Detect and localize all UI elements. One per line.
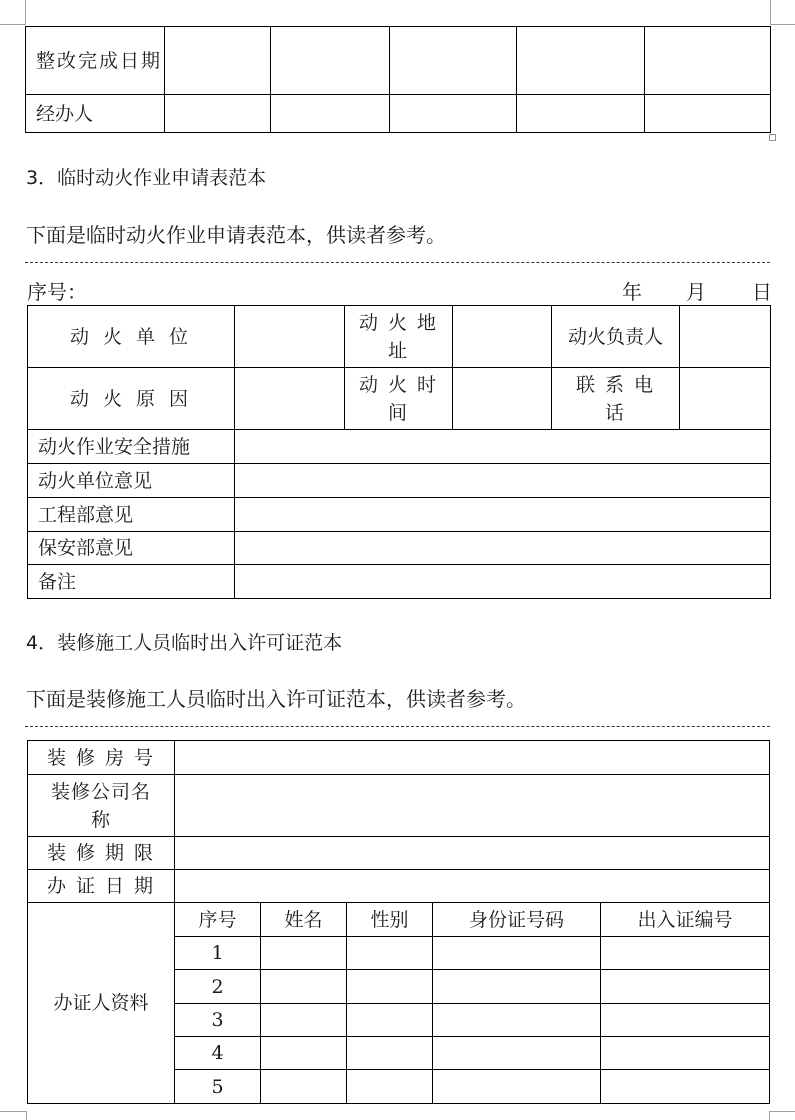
table-cell[interactable] [517, 27, 645, 95]
column-header-id-number: 身份证号码 [433, 903, 601, 937]
pass-number-cell[interactable] [601, 1070, 770, 1104]
divider [25, 726, 770, 727]
hot-work-unit-label: 动 火 单 位 [28, 306, 235, 368]
room-number-label: 装 修 房 号 [28, 741, 175, 775]
table-cell[interactable] [271, 95, 390, 133]
table-row [28, 368, 771, 430]
pass-number-cell[interactable] [601, 937, 770, 970]
serial-number-label: 序号： [27, 280, 87, 304]
hot-work-owner-label: 动火负责人 [552, 306, 680, 368]
column-header-gender: 性别 [347, 903, 433, 937]
date-year-label: 年 [622, 280, 642, 304]
table-cell[interactable] [390, 95, 517, 133]
date-month-label: 月 [686, 280, 706, 304]
remarks-label: 备注 [28, 565, 235, 599]
column-header-serial: 序号 [175, 903, 261, 937]
table-cell[interactable] [645, 95, 771, 133]
hot-work-owner-value[interactable] [680, 306, 771, 368]
section3-intro: 下面是临时动火作业申请表范本，供读者参考。 [26, 223, 446, 247]
table-resize-handle[interactable] [769, 134, 776, 141]
row-serial: 1 [175, 937, 261, 970]
crop-mark-top-right [770, 0, 795, 25]
row-serial: 3 [175, 1004, 261, 1037]
table-row [26, 95, 771, 133]
hot-work-application-table [27, 305, 771, 599]
hot-work-unit-value[interactable] [235, 306, 345, 368]
column-header-name: 姓名 [261, 903, 347, 937]
company-name-value[interactable] [175, 775, 770, 837]
id-number-cell[interactable] [433, 1004, 601, 1037]
id-number-cell[interactable] [433, 970, 601, 1004]
crop-mark-top-left [0, 0, 26, 25]
gender-cell[interactable] [347, 970, 433, 1004]
table-row [28, 870, 770, 903]
rectification-date-label: 整改完成日期 [26, 27, 165, 95]
issue-date-value[interactable] [175, 870, 770, 903]
pass-number-cell[interactable] [601, 970, 770, 1004]
unit-opinion-label: 动火单位意见 [28, 464, 235, 498]
table-row [28, 775, 770, 837]
table-row [28, 741, 770, 775]
renovation-period-label: 装 修 期 限 [28, 837, 175, 870]
divider [25, 262, 770, 263]
row-serial: 2 [175, 970, 261, 1004]
contact-phone-value[interactable] [680, 368, 771, 430]
row-serial: 5 [175, 1070, 261, 1104]
name-cell[interactable] [261, 1004, 347, 1037]
engineering-opinion-label: 工程部意见 [28, 498, 235, 532]
issue-date-label: 办 证 日 期 [28, 870, 175, 903]
date-day-label: 日 [752, 280, 772, 304]
column-header-pass-number: 出入证编号 [601, 903, 770, 937]
table-row [26, 27, 771, 95]
remarks-value[interactable] [235, 565, 771, 599]
table-row [28, 306, 771, 368]
handler-label: 经办人 [26, 95, 165, 133]
table-cell[interactable] [165, 27, 271, 95]
gender-cell[interactable] [347, 1037, 433, 1070]
rectification-table [25, 26, 771, 133]
engineering-opinion-value[interactable] [235, 498, 771, 532]
name-cell[interactable] [261, 1037, 347, 1070]
section4-intro: 下面是装修施工人员临时出入许可证范本，供读者参考。 [26, 687, 526, 711]
gender-cell[interactable] [347, 1070, 433, 1104]
applicant-info-label: 办证人资料 [28, 903, 175, 1104]
table-cell[interactable] [165, 95, 271, 133]
name-cell[interactable] [261, 937, 347, 970]
table-cell[interactable] [645, 27, 771, 95]
table-row [28, 837, 770, 870]
security-opinion-value[interactable] [235, 532, 771, 565]
pass-number-cell[interactable] [601, 1004, 770, 1037]
table-row [28, 498, 771, 532]
contact-phone-label: 联 系 电 话 [552, 368, 680, 430]
hot-work-time-value[interactable] [453, 368, 552, 430]
table-cell[interactable] [390, 27, 517, 95]
renovation-period-value[interactable] [175, 837, 770, 870]
table-row [28, 532, 771, 565]
unit-opinion-value[interactable] [235, 464, 771, 498]
section4-heading: 4．装修施工人员临时出入许可证范本 [26, 632, 343, 654]
room-number-value[interactable] [175, 741, 770, 775]
table-cell[interactable] [517, 95, 645, 133]
security-opinion-label: 保安部意见 [28, 532, 235, 565]
hot-work-reason-label: 动 火 原 因 [28, 368, 235, 430]
section3-heading: 3．临时动火作业申请表范本 [26, 167, 267, 189]
row-serial: 4 [175, 1037, 261, 1070]
pass-number-cell[interactable] [601, 1037, 770, 1070]
id-number-cell[interactable] [433, 1070, 601, 1104]
name-cell[interactable] [261, 970, 347, 1004]
name-cell[interactable] [261, 1070, 347, 1104]
table-row [28, 430, 771, 464]
safety-measures-value[interactable] [235, 430, 771, 464]
hot-work-address-value[interactable] [453, 306, 552, 368]
table-row [28, 565, 771, 599]
company-name-label: 装修公司名称 [28, 775, 175, 837]
safety-measures-label: 动火作业安全措施 [28, 430, 235, 464]
table-row [28, 464, 771, 498]
hot-work-reason-value[interactable] [235, 368, 345, 430]
gender-cell[interactable] [347, 1004, 433, 1037]
temporary-access-permit-table [27, 740, 770, 1104]
id-number-cell[interactable] [433, 937, 601, 970]
hot-work-time-label: 动 火 时 间 [345, 368, 453, 430]
table-header-row [28, 903, 770, 937]
gender-cell[interactable] [347, 937, 433, 970]
id-number-cell[interactable] [433, 1037, 601, 1070]
table-cell[interactable] [271, 27, 390, 95]
hot-work-address-label: 动 火 地 址 [345, 306, 453, 368]
